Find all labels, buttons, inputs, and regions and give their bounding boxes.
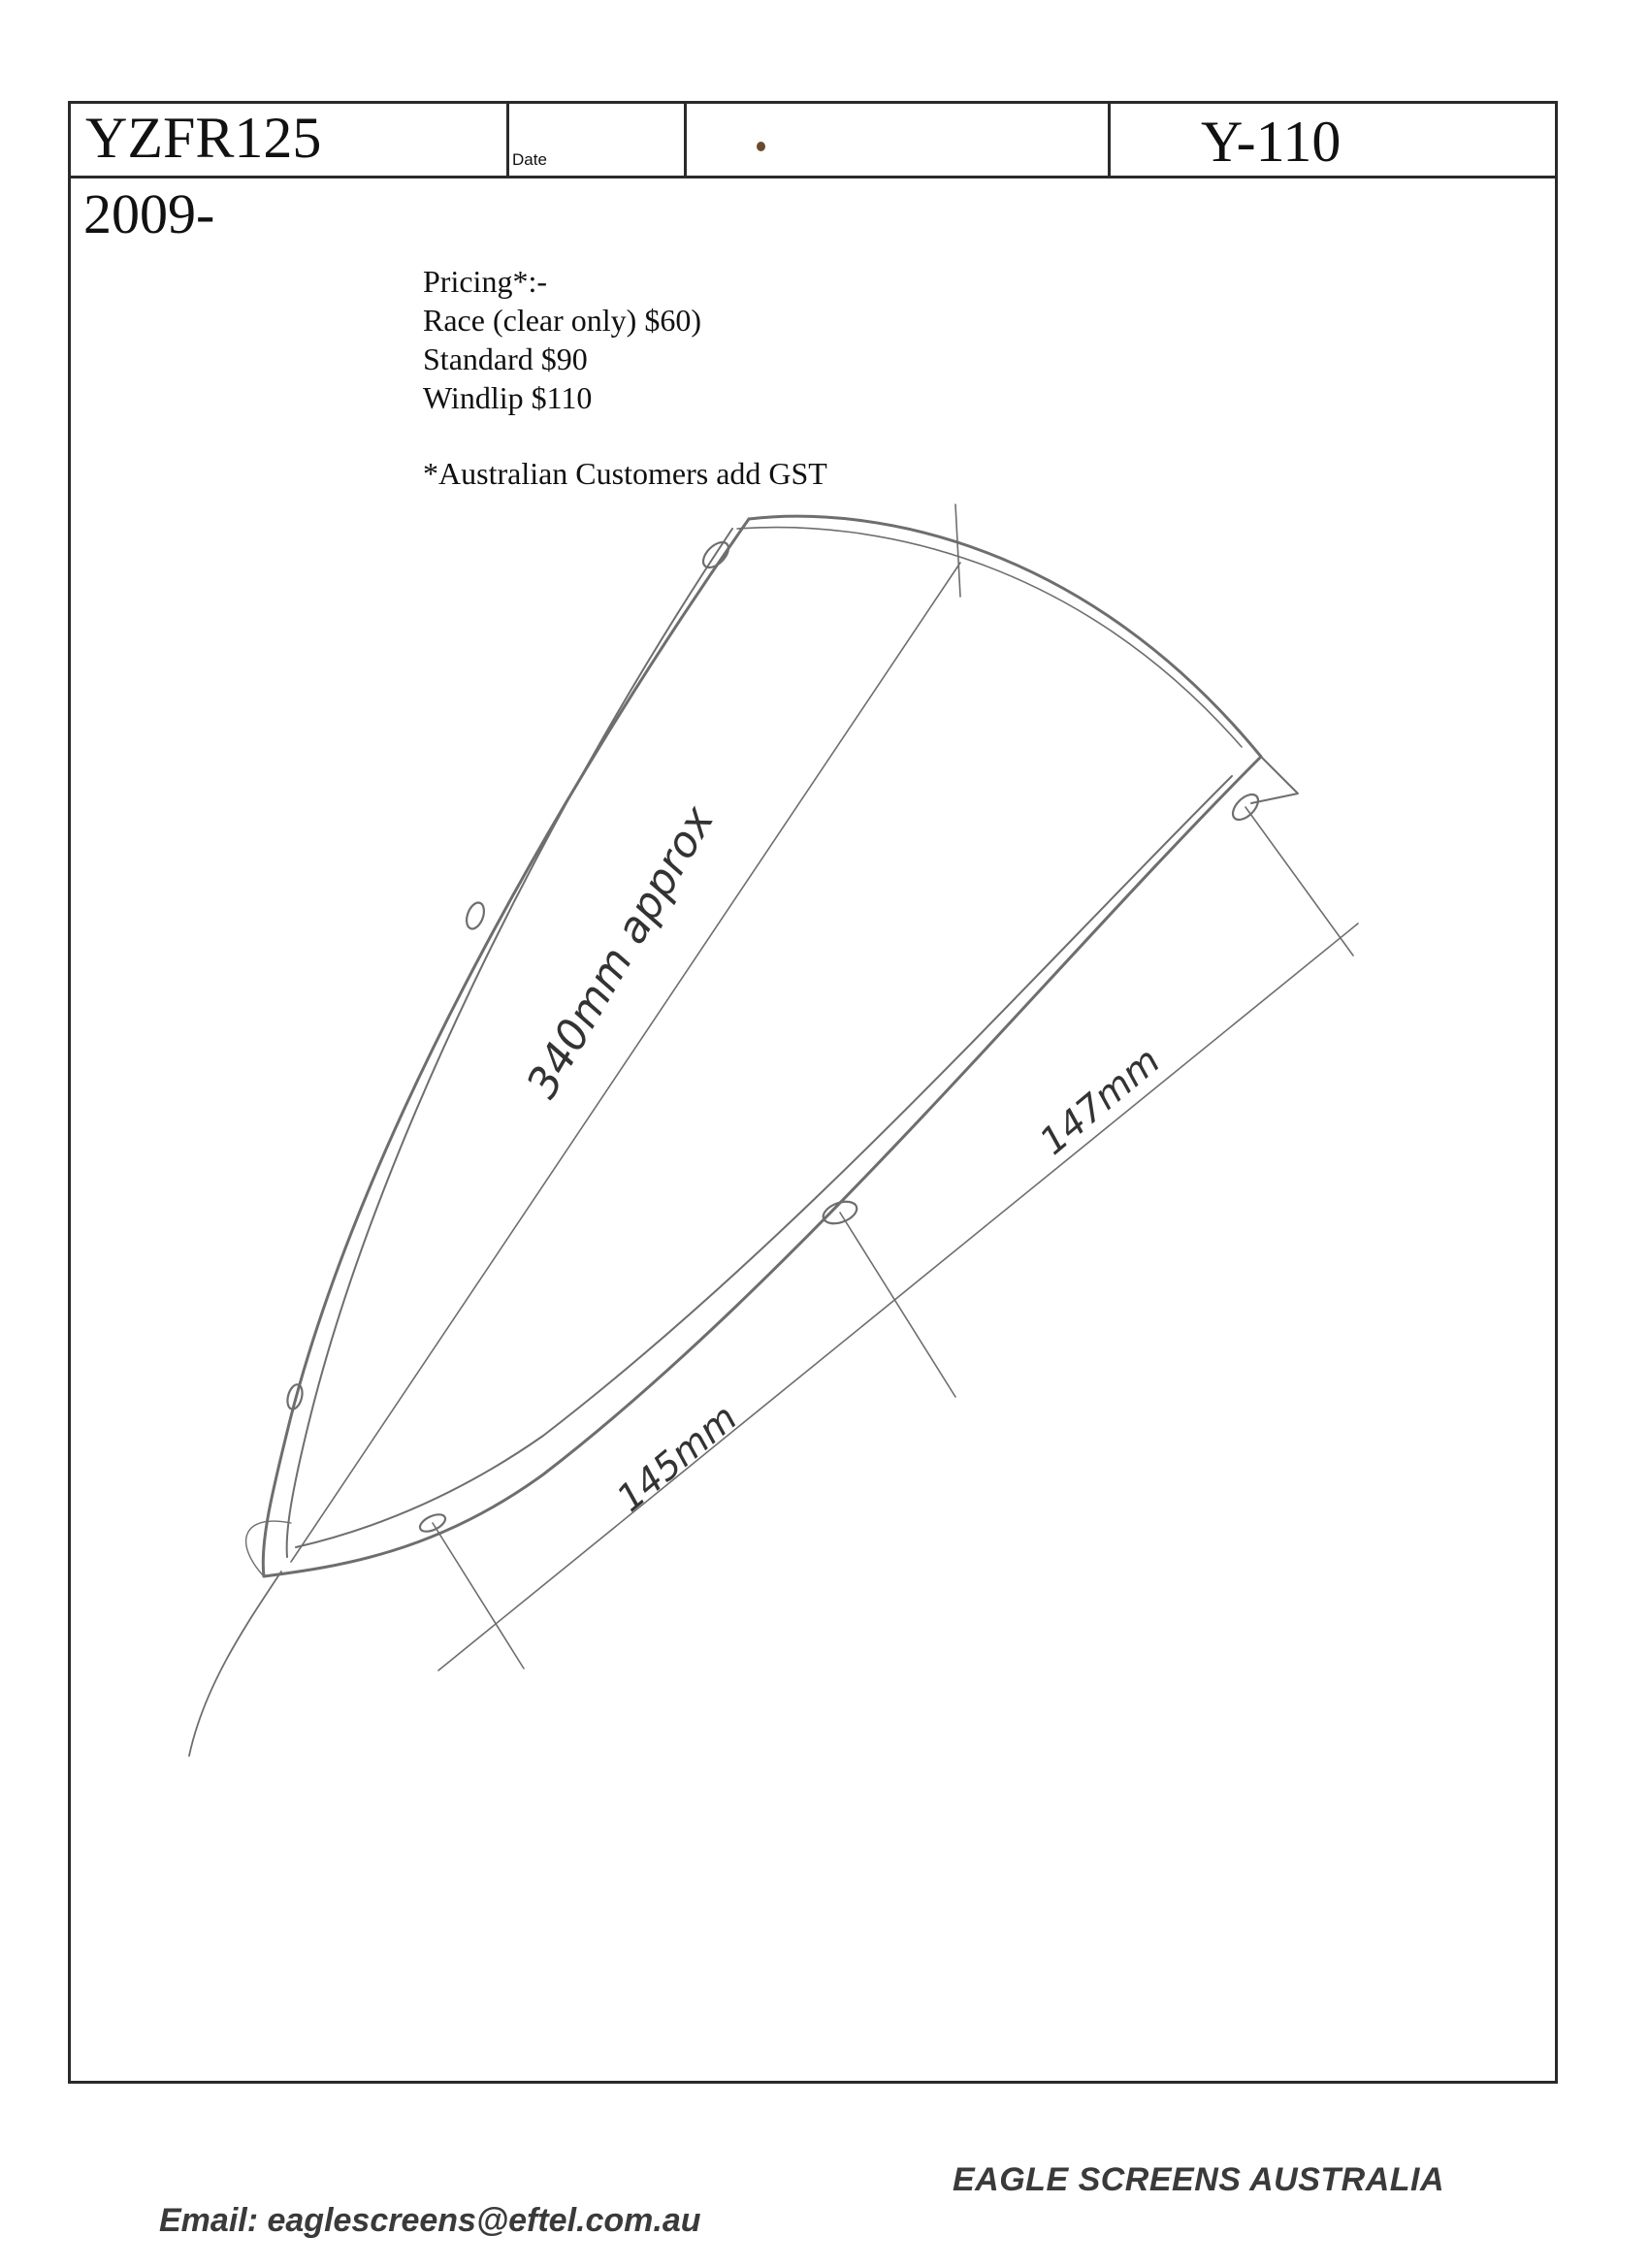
screen-outer-left-edge bbox=[263, 519, 749, 1576]
screen-bottom-lip-2 bbox=[246, 1521, 291, 1576]
screen-bottom-lip bbox=[189, 1571, 281, 1756]
screen-top-curve bbox=[749, 516, 1261, 757]
screen-inner-left-edge bbox=[287, 529, 732, 1557]
pricing-title: Pricing*:- bbox=[423, 264, 547, 299]
centre-tick bbox=[955, 504, 960, 597]
contact-email: Email: eaglescreens@eftel.com.au bbox=[159, 2202, 701, 2239]
dimension-ext-right bbox=[1245, 807, 1353, 956]
lower-width-dimension-label: 145mm bbox=[608, 1395, 746, 1520]
screen-top-curve-inner bbox=[737, 528, 1242, 747]
pricing-line-race: Race (clear only) $60) bbox=[423, 303, 701, 338]
model-years: 2009- bbox=[83, 182, 215, 245]
pricing-line-standard: Standard $90 bbox=[423, 341, 588, 376]
screen-lower-edge bbox=[264, 757, 1261, 1576]
mount-hole-upper-left bbox=[464, 900, 488, 931]
upper-width-dimension-label: 147mm bbox=[1031, 1038, 1169, 1163]
gst-note: *Australian Customers add GST bbox=[423, 456, 827, 491]
screen-lower-edge-inner bbox=[296, 776, 1232, 1547]
dimension-ext-middle bbox=[840, 1213, 955, 1397]
height-dimension-label: 340mm approx bbox=[517, 797, 725, 1107]
date-label: Date bbox=[512, 150, 547, 169]
dimension-ext-bottom bbox=[433, 1523, 524, 1669]
model-name: YZFR125 bbox=[85, 106, 322, 170]
company-name: EAGLE SCREENS AUSTRALIA bbox=[953, 2161, 1445, 2198]
product-code: Y-110 bbox=[1201, 110, 1342, 174]
centre-line bbox=[291, 563, 960, 1562]
screen-tip bbox=[1251, 757, 1298, 803]
pricing-line-windlip: Windlip $110 bbox=[423, 380, 593, 415]
